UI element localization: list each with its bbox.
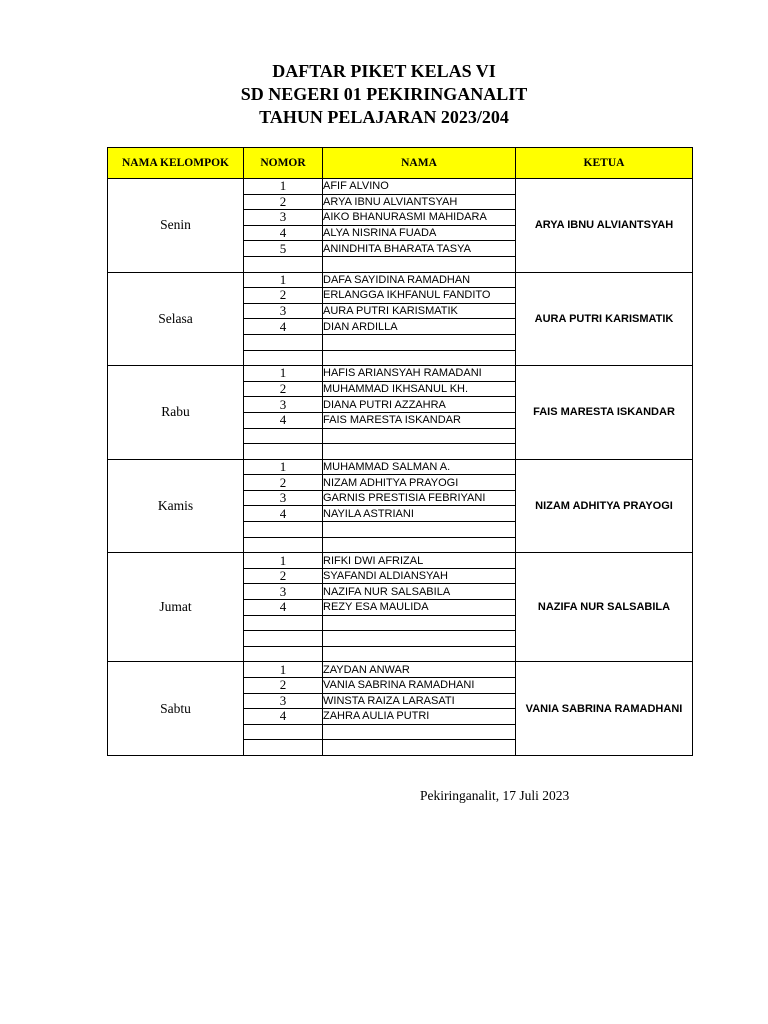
row-nama xyxy=(323,256,516,272)
row-nama: VANIA SABRINA RAMADHANI xyxy=(323,678,516,694)
header-nomor: NOMOR xyxy=(244,148,323,179)
row-nama xyxy=(323,724,516,740)
row-nama xyxy=(323,350,516,366)
row-nama: REZY ESA MAULIDA xyxy=(323,600,516,616)
row-nomor xyxy=(244,350,323,366)
table-row xyxy=(108,662,693,678)
table-row xyxy=(108,459,693,475)
row-nomor: 4 xyxy=(244,319,323,335)
row-nomor: 1 xyxy=(244,662,323,678)
row-nomor: 4 xyxy=(244,225,323,241)
group-day-0: Senin xyxy=(108,179,244,273)
row-nomor: 2 xyxy=(244,568,323,584)
header-row xyxy=(108,148,693,179)
row-nama xyxy=(323,334,516,350)
group-ketua-4: NAZIFA NUR SALSABILA xyxy=(516,553,693,662)
row-nama: MUHAMMAD SALMAN A. xyxy=(323,459,516,475)
row-nama: RIFKI DWI AFRIZAL xyxy=(323,553,516,569)
row-nomor: 4 xyxy=(244,412,323,428)
row-nama: ZAHRA AULIA PUTRI xyxy=(323,709,516,725)
row-nama xyxy=(323,537,516,553)
row-nama: AFIF ALVINO xyxy=(323,179,516,195)
row-nomor xyxy=(244,256,323,272)
table-body xyxy=(108,179,693,756)
row-nomor xyxy=(244,646,323,662)
group-day-4: Jumat xyxy=(108,553,244,662)
row-nama: DIAN ARDILLA xyxy=(323,319,516,335)
header-nama: NAMA xyxy=(323,148,516,179)
group-ketua-0: ARYA IBNU ALVIANTSYAH xyxy=(516,179,693,273)
row-nama: FAIS MARESTA ISKANDAR xyxy=(323,412,516,428)
place-date: Pekiringanalit, 17 Juli 2023 xyxy=(420,788,570,803)
row-nama xyxy=(323,740,516,756)
row-nomor: 3 xyxy=(244,584,323,600)
row-nama xyxy=(323,646,516,662)
row-nomor: 3 xyxy=(244,210,323,226)
table-row xyxy=(108,179,693,195)
row-nomor: 3 xyxy=(244,303,323,319)
row-nomor: 2 xyxy=(244,475,323,491)
row-nomor xyxy=(244,334,323,350)
row-nama: AIKO BHANURASMI MAHIDARA xyxy=(323,210,516,226)
row-nomor: 4 xyxy=(244,600,323,616)
row-nama: ALYA NISRINA FUADA xyxy=(323,225,516,241)
row-nama: NIZAM ADHITYA PRAYOGI xyxy=(323,475,516,491)
row-nomor: 3 xyxy=(244,397,323,413)
row-nomor: 5 xyxy=(244,241,323,257)
row-nomor: 2 xyxy=(244,678,323,694)
row-nama: AURA PUTRI KARISMATIK xyxy=(323,303,516,319)
group-day-5: Sabtu xyxy=(108,662,244,756)
row-nomor xyxy=(244,615,323,631)
row-nama: ZAYDAN ANWAR xyxy=(323,662,516,678)
row-nama: DAFA SAYIDINA RAMADHAN xyxy=(323,272,516,288)
row-nama: HAFIS ARIANSYAH RAMADANI xyxy=(323,366,516,382)
row-nomor: 2 xyxy=(244,194,323,210)
group-day-1: Selasa xyxy=(108,272,244,366)
row-nama: NAYILA ASTRIANI xyxy=(323,506,516,522)
header-ketua: KETUA xyxy=(516,148,693,179)
row-nomor xyxy=(244,740,323,756)
group-ketua-5: VANIA SABRINA RAMADHANI xyxy=(516,662,693,756)
table-row xyxy=(108,366,693,382)
row-nama: DIANA PUTRI AZZAHRA xyxy=(323,397,516,413)
group-day-3: Kamis xyxy=(108,459,244,553)
row-nomor xyxy=(244,631,323,647)
row-nomor: 2 xyxy=(244,288,323,304)
row-nama: SYAFANDI ALDIANSYAH xyxy=(323,568,516,584)
row-nama: ARYA IBNU ALVIANTSYAH xyxy=(323,194,516,210)
header-nama-kelompok: NAMA KELOMPOK xyxy=(108,148,244,179)
title-line-2: SD NEGERI 01 PEKIRINGANALIT xyxy=(240,84,528,104)
row-nama: MUHAMMAD IKHSANUL KH. xyxy=(323,381,516,397)
row-nama xyxy=(323,522,516,538)
row-nomor: 1 xyxy=(244,553,323,569)
row-nomor: 1 xyxy=(244,272,323,288)
row-nama xyxy=(323,444,516,460)
row-nama: GARNIS PRESTISIA FEBRIYANI xyxy=(323,490,516,506)
group-day-2: Rabu xyxy=(108,366,244,460)
row-nomor: 1 xyxy=(244,459,323,475)
row-nomor: 3 xyxy=(244,693,323,709)
row-nomor xyxy=(244,428,323,444)
document-title xyxy=(0,60,768,129)
row-nomor: 4 xyxy=(244,709,323,725)
row-nomor xyxy=(244,537,323,553)
title-line-3: TAHUN PELAJARAN 2023/204 xyxy=(259,107,509,127)
row-nama xyxy=(323,631,516,647)
row-nomor: 2 xyxy=(244,381,323,397)
group-ketua-1: AURA PUTRI KARISMATIK xyxy=(516,272,693,366)
piket-table xyxy=(107,147,693,756)
row-nomor xyxy=(244,724,323,740)
row-nomor xyxy=(244,522,323,538)
row-nama: NAZIFA NUR SALSABILA xyxy=(323,584,516,600)
row-nomor: 1 xyxy=(244,179,323,195)
table-row xyxy=(108,553,693,569)
row-nama: ERLANGGA IKHFANUL FANDITO xyxy=(323,288,516,304)
row-nomor: 1 xyxy=(244,366,323,382)
row-nama: ANINDHITA BHARATA TASYA xyxy=(323,241,516,257)
row-nama: WINSTA RAIZA LARASATI xyxy=(323,693,516,709)
row-nama xyxy=(323,428,516,444)
title-line-1: DAFTAR PIKET KELAS VI xyxy=(272,61,496,81)
row-nomor: 4 xyxy=(244,506,323,522)
group-ketua-3: NIZAM ADHITYA PRAYOGI xyxy=(516,459,693,553)
row-nomor: 3 xyxy=(244,490,323,506)
row-nama xyxy=(323,615,516,631)
row-nomor xyxy=(244,444,323,460)
table-row xyxy=(108,272,693,288)
group-ketua-2: FAIS MARESTA ISKANDAR xyxy=(516,366,693,460)
